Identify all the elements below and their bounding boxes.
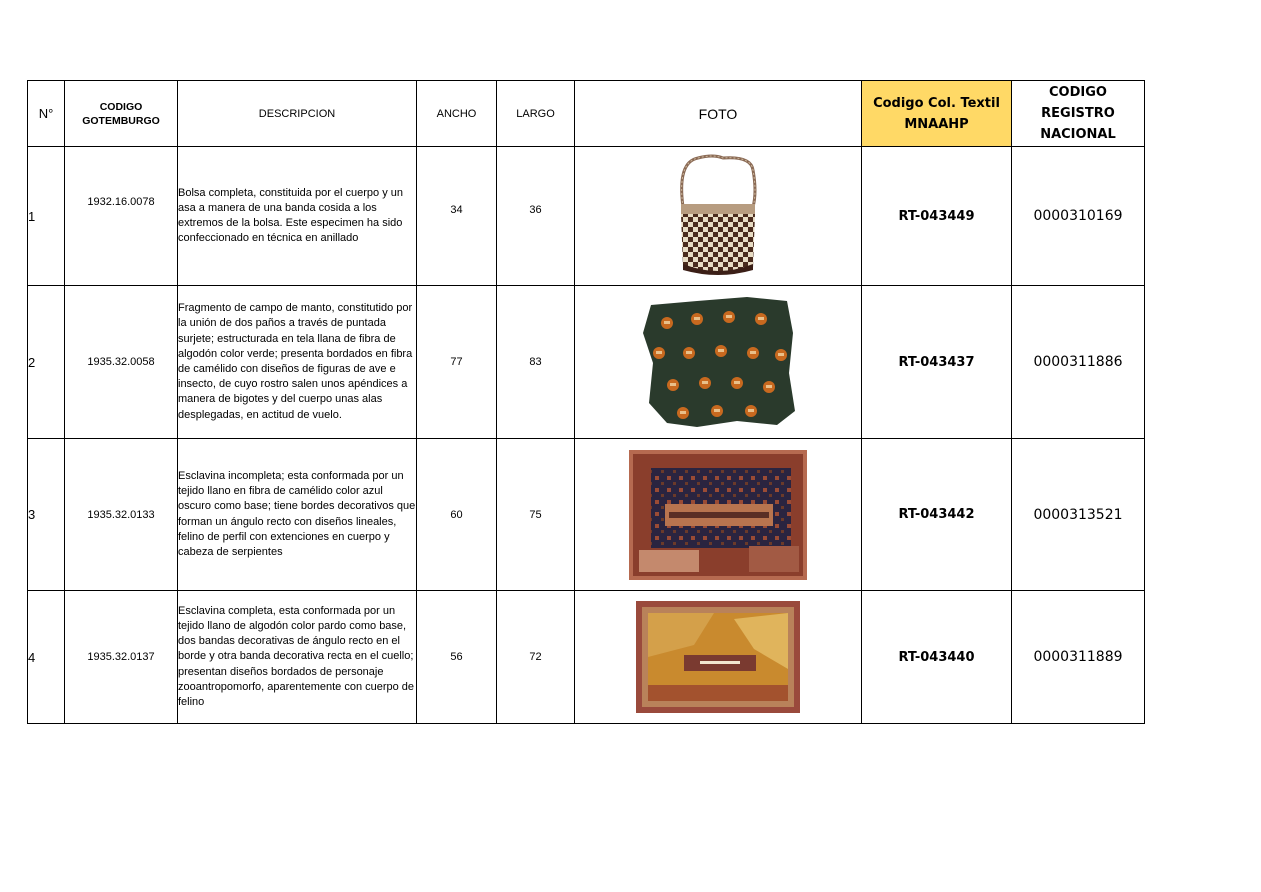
codigo-gotemburgo-value: 1932.16.0078 bbox=[87, 196, 155, 208]
header-registro-line3: NACIONAL bbox=[1040, 127, 1116, 142]
codigo-gotemburgo: 1935.32.0058 bbox=[65, 286, 178, 439]
ancho: 56 bbox=[417, 591, 497, 724]
header-codigo-gotemburgo-line1: CODIGO bbox=[99, 100, 143, 113]
ancho: 77 bbox=[417, 286, 497, 439]
foto-cell bbox=[575, 439, 862, 591]
largo: 75 bbox=[497, 439, 575, 591]
codigo-col-textil: RT-043442 bbox=[862, 439, 1012, 591]
header-registro-line2: REGISTRO bbox=[1041, 106, 1115, 121]
largo-value: 36 bbox=[529, 204, 542, 216]
header-codigo-gotemburgo-line2: GOTEMBURGO bbox=[82, 114, 160, 127]
foto-cell bbox=[575, 591, 862, 724]
codigo-registro-nacional: 0000311886 bbox=[1012, 286, 1145, 439]
codigo-registro-nacional: 0000311889 bbox=[1012, 591, 1145, 724]
ancho-value: 34 bbox=[450, 204, 463, 216]
catalog-table bbox=[27, 80, 1145, 724]
table-row bbox=[28, 286, 1145, 439]
descripcion: Esclavina incompleta; esta conformada por un tejido llano en fibra de camélido color azul oscuro como base; tiene bordes decorativos que forman un ángulo recto con diseños lineales, felino de perfil con extenciones en cuerpo y cabeza de serpientes bbox=[178, 439, 417, 591]
row-number: 2 bbox=[28, 286, 65, 439]
green-mantle-fragment-image bbox=[637, 293, 799, 431]
checkered-bag-image bbox=[673, 152, 763, 280]
row-number: 4 bbox=[28, 591, 65, 724]
header-row bbox=[28, 81, 1145, 147]
largo: 83 bbox=[497, 286, 575, 439]
largo: 72 bbox=[497, 591, 575, 724]
codigo-registro-nacional: 0000313521 bbox=[1012, 439, 1145, 591]
header-descripcion: DESCRIPCION bbox=[178, 81, 417, 147]
brown-esclavina-image bbox=[634, 599, 802, 715]
header-codigo-gotemburgo bbox=[65, 81, 178, 147]
codigo-gotemburgo bbox=[65, 147, 178, 286]
codigo-col-textil: RT-043437 bbox=[862, 286, 1012, 439]
table-row bbox=[28, 439, 1145, 591]
descripcion: Bolsa completa, constituida por el cuerpo y un asa a manera de una banda cosida a los extremos de la bolsa. Este especimen ha sido confeccionado en técnica en anillado bbox=[178, 147, 417, 286]
descripcion: Esclavina completa, esta conformada por un tejido llano de algodón color pardo como base, dos bandas decorativas de ángulo recto en el borde y otra banda decorativa recta en el cuello; presentan diseños bordados de personaje zooantropomorfo, aparentemente con cuerpo de felino bbox=[178, 591, 417, 724]
header-col-textil-line2: MNAAHP bbox=[904, 116, 969, 132]
codigo-col-textil: RT-043440 bbox=[862, 591, 1012, 724]
header-col-textil-line1: Codigo Col. Textil bbox=[873, 95, 1000, 111]
foto-cell bbox=[575, 286, 862, 439]
header-codigo-registro-nacional bbox=[1012, 81, 1145, 147]
row-number: 1 bbox=[28, 147, 65, 286]
header-foto: FOTO bbox=[575, 81, 862, 147]
table-row bbox=[28, 147, 1145, 286]
header-largo: LARGO bbox=[497, 81, 575, 147]
descripcion: Fragmento de campo de manto, constitutido por la unión de dos paños a través de puntada surjete; estructurada en tela llana de fibra de algodón color verde; presenta bordados en fibra de camélido con diseños de figuras de ave e insecto, de cuyo rostro salen unos apéndices a manera de bigotes y del cuerpo unas alas desplegadas, en actitud de vuelo. bbox=[178, 286, 417, 439]
header-registro-line1: CODIGO bbox=[1049, 85, 1107, 100]
foto-cell bbox=[575, 147, 862, 286]
ancho bbox=[417, 147, 497, 286]
codigo-registro-nacional: 0000310169 bbox=[1012, 147, 1145, 286]
codigo-col-textil: RT-043449 bbox=[862, 147, 1012, 286]
header-codigo-col-textil bbox=[862, 81, 1012, 147]
row-number: 3 bbox=[28, 439, 65, 591]
header-n: N° bbox=[28, 81, 65, 147]
ancho: 60 bbox=[417, 439, 497, 591]
codigo-gotemburgo: 1935.32.0133 bbox=[65, 439, 178, 591]
dark-blue-esclavina-image bbox=[629, 450, 807, 580]
header-ancho: ANCHO bbox=[417, 81, 497, 147]
table-row bbox=[28, 591, 1145, 724]
largo bbox=[497, 147, 575, 286]
codigo-gotemburgo: 1935.32.0137 bbox=[65, 591, 178, 724]
